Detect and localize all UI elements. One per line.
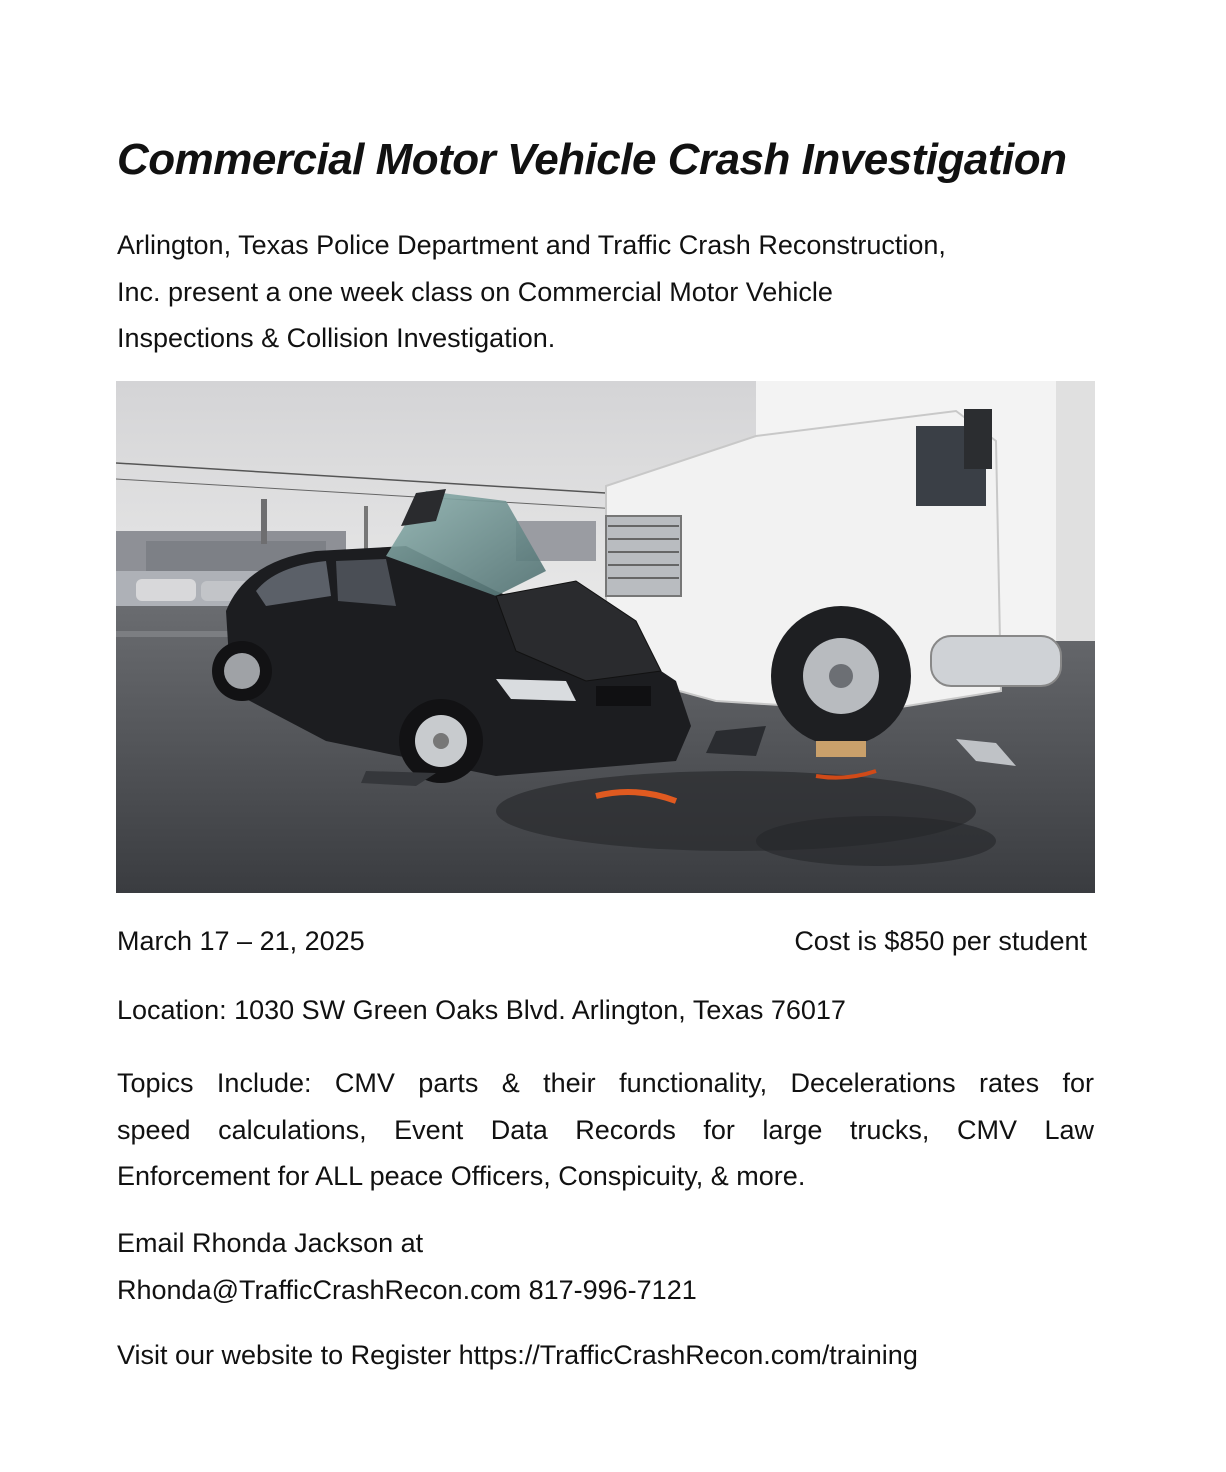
topics-line: Enforcement for ALL peace Officers, Conspicuity, & more. <box>117 1161 806 1191</box>
class-dates: March 17 – 21, 2025 <box>117 926 365 956</box>
topics-line: Topics Include: CMV parts & their functionality, Decelerations rates for <box>117 1068 1094 1098</box>
intro-paragraph <box>117 222 1097 362</box>
register-link[interactable]: Visit our website to Register https://TrafficCrashRecon.com/training <box>117 1340 918 1370</box>
intro-line: Arlington, Texas Police Department and Traffic Crash Reconstruction, <box>117 230 946 260</box>
dates-cost-row <box>117 921 1087 961</box>
crash-photo-illustration <box>116 381 1095 893</box>
contact-info <box>117 1220 697 1313</box>
page-title: Commercial Motor Vehicle Crash Investigation <box>117 135 1067 184</box>
contact-line: Email Rhonda Jackson at <box>117 1228 424 1258</box>
crash-photo <box>116 381 1095 893</box>
contact-email-phone[interactable]: Rhonda@TrafficCrashRecon.com 817-996-7121 <box>117 1274 697 1305</box>
intro-line: Inspections & Collision Investigation. <box>117 323 556 353</box>
intro-line: Inc. present a one week class on Commercial Motor Vehicle <box>117 276 833 307</box>
topics-paragraph <box>117 1060 1094 1200</box>
class-location: Location: 1030 SW Green Oaks Blvd. Arlington, Texas 76017 <box>117 995 846 1025</box>
topics-line: speed calculations, Event Data Records for large trucks, CMV Law <box>117 1114 1094 1145</box>
class-cost: Cost is $850 per student <box>794 926 1087 956</box>
